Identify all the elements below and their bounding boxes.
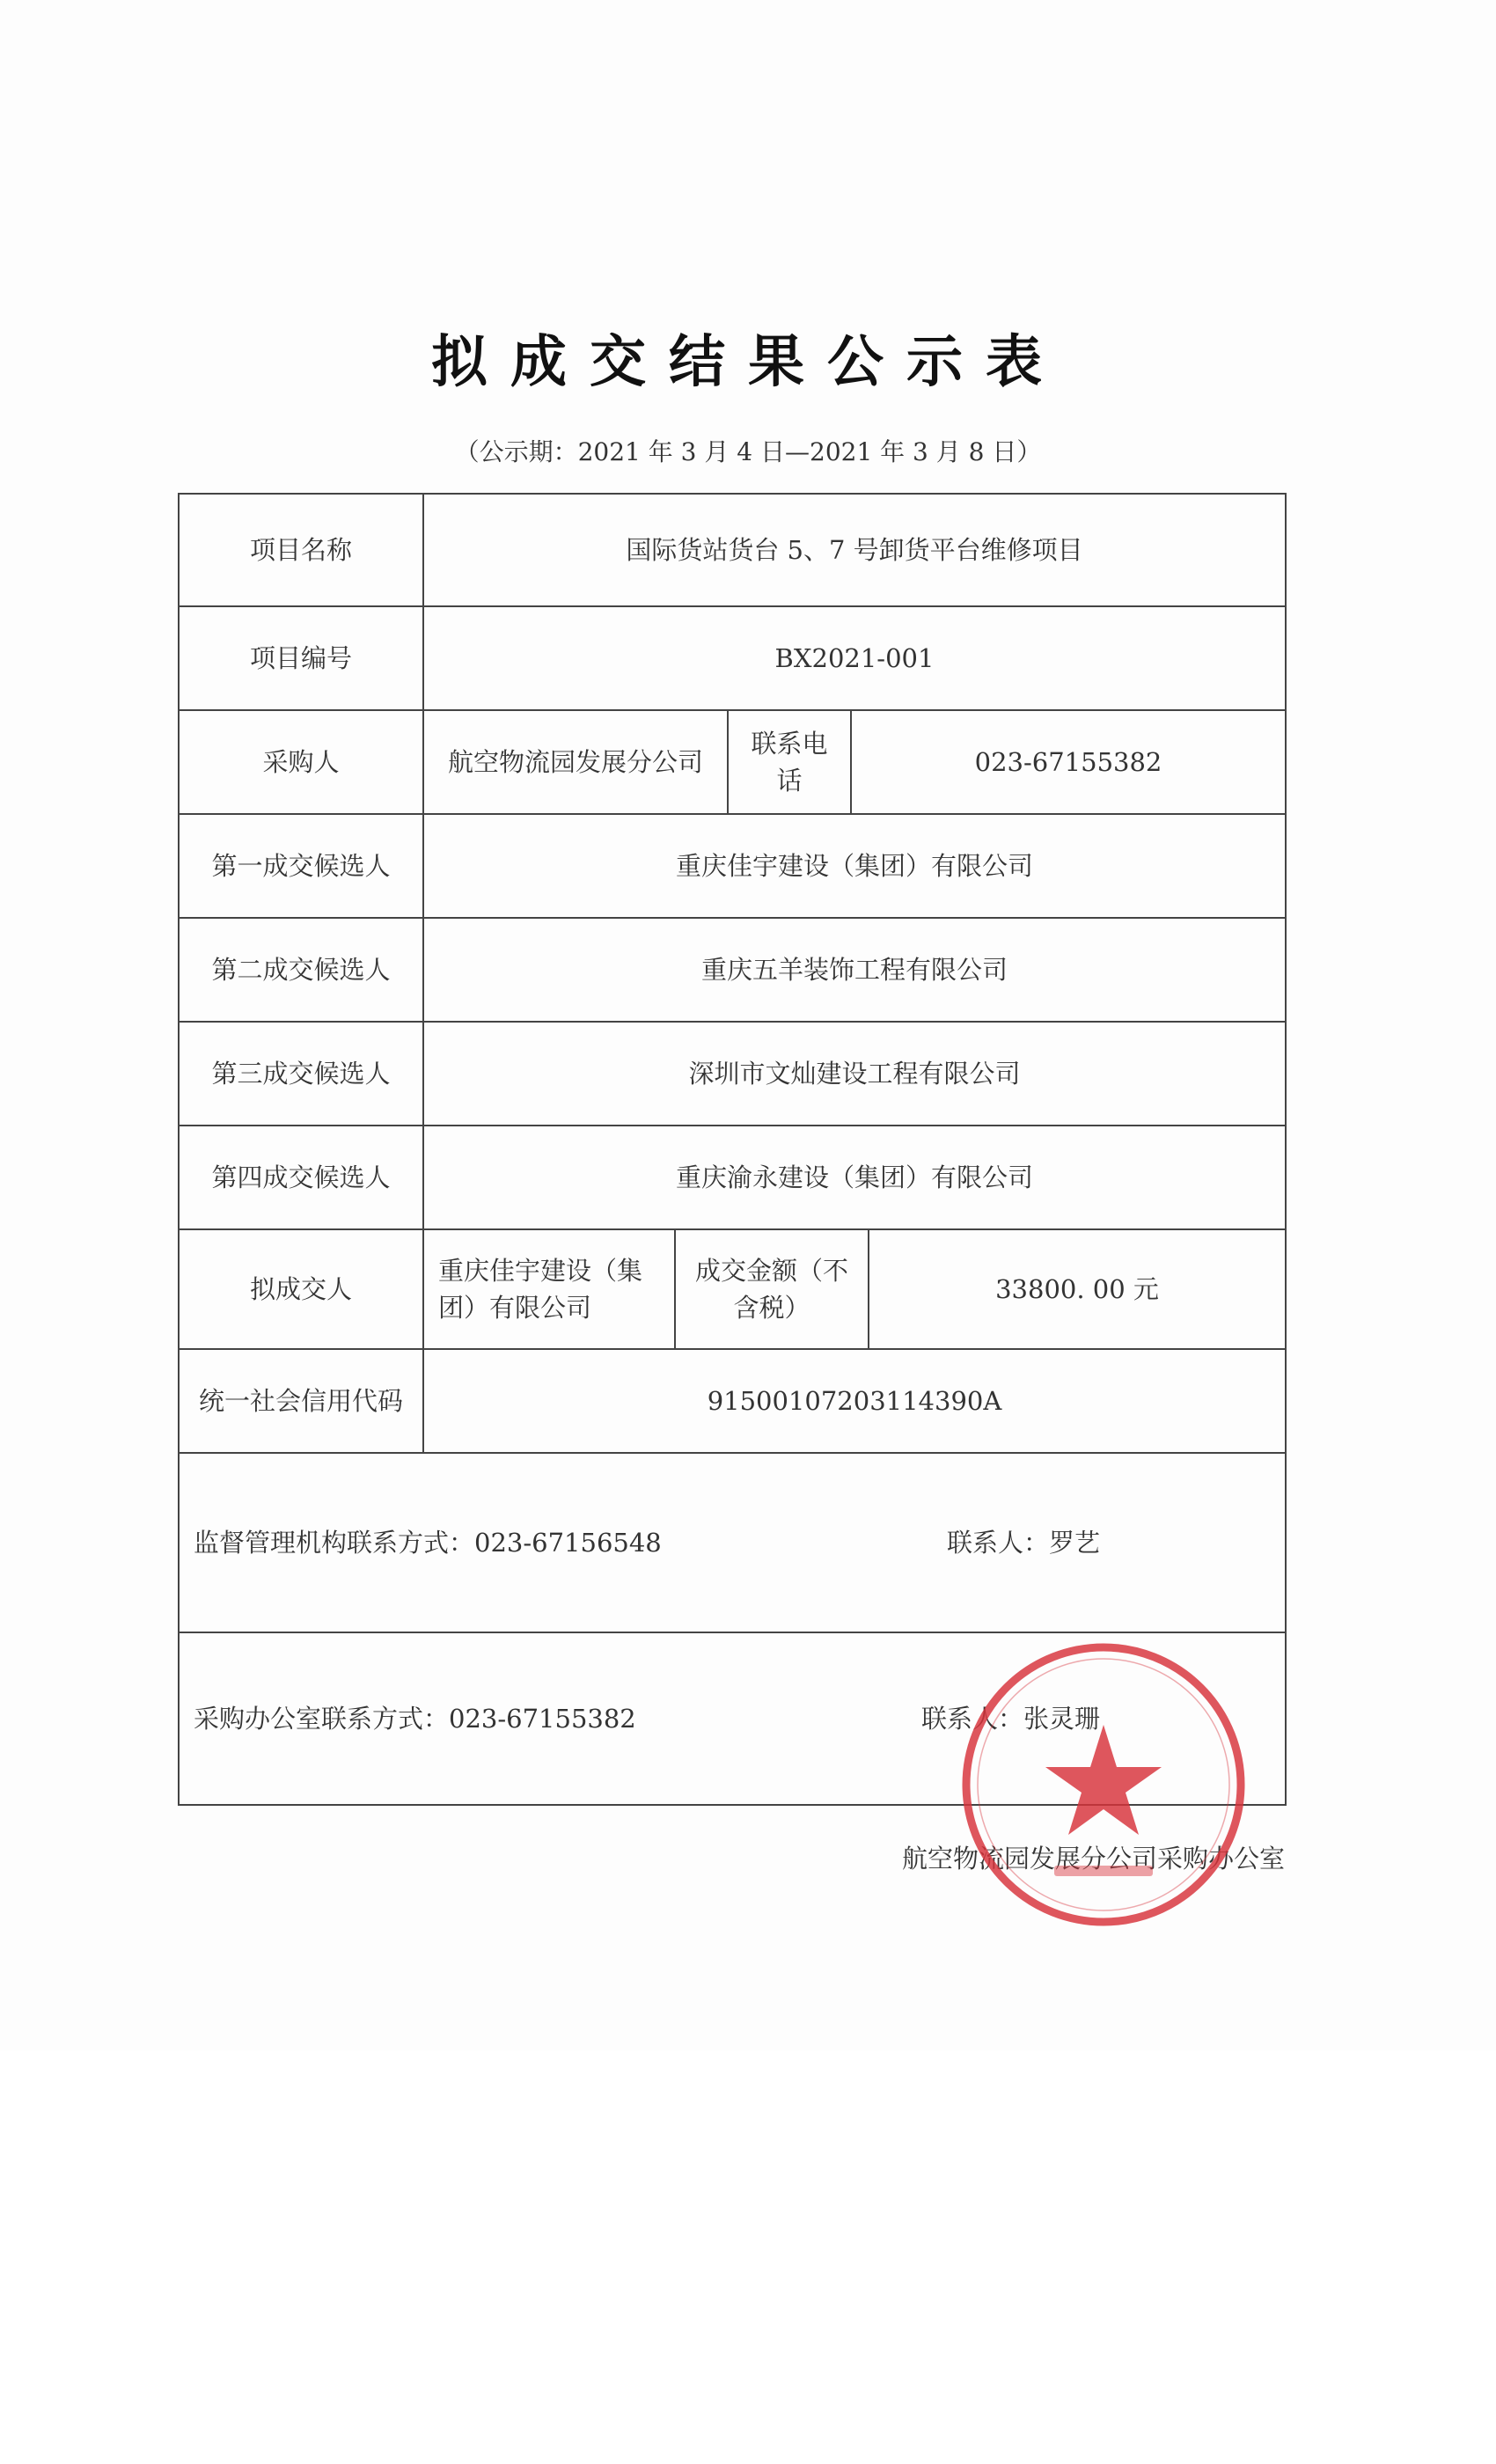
project-number-label: 项目编号 — [179, 606, 423, 710]
candidate-2-label: 第二成交候选人 — [179, 918, 423, 1022]
table-row — [179, 918, 1286, 1022]
candidate-3-label: 第三成交候选人 — [179, 1022, 423, 1126]
row-credit-code — [179, 1349, 1286, 1453]
table-row — [179, 1126, 1286, 1229]
credit-code-label: 统一社会信用代码 — [179, 1349, 423, 1453]
document-title: 拟成交结果公示表 — [431, 329, 1065, 395]
winner-value: 重庆佳宇建设（集团）有限公司 — [423, 1229, 675, 1349]
table-row — [179, 1022, 1286, 1126]
amount-value: 33800. 00 元 — [869, 1229, 1286, 1349]
supervision-cell — [179, 1453, 1286, 1632]
row-purchaser — [179, 710, 1286, 814]
table-row — [179, 814, 1286, 918]
result-table — [178, 493, 1287, 1806]
row-project-name — [179, 494, 1286, 606]
supervision-person: 联系人：罗艺 — [947, 1527, 1101, 1558]
candidate-1-value: 重庆佳宇建设（集团）有限公司 — [423, 814, 1286, 918]
candidate-4-value: 重庆渝永建设（集团）有限公司 — [423, 1126, 1286, 1229]
candidate-3-value: 深圳市文灿建设工程有限公司 — [423, 1022, 1286, 1126]
phone-value: 023-67155382 — [851, 710, 1286, 814]
purchaser-value: 航空物流园发展分公司 — [423, 710, 728, 814]
project-name-label: 项目名称 — [179, 494, 423, 606]
blank-margin — [0, 2050, 1496, 2464]
row-project-number — [179, 606, 1286, 710]
amount-label: 成交金额（不含税） — [675, 1229, 869, 1349]
project-number-value: BX2021-001 — [423, 606, 1286, 710]
candidate-1-label: 第一成交候选人 — [179, 814, 423, 918]
phone-label: 联系电话 — [728, 710, 851, 814]
procurement-office-contact: 采购办公室联系方式：023-67155382 — [194, 1703, 636, 1734]
purchaser-label: 采购人 — [179, 710, 423, 814]
company-seal-icon — [957, 1639, 1250, 1931]
publicity-period: （公示期：2021 年 3 月 4 日—2021 年 3 月 8 日） — [454, 437, 1042, 466]
candidate-2-value: 重庆五羊装饰工程有限公司 — [423, 918, 1286, 1022]
row-supervision — [179, 1453, 1286, 1632]
row-winner — [179, 1229, 1286, 1349]
credit-code-value: 91500107203114390A — [423, 1349, 1286, 1453]
project-name-value: 国际货站货台 5、7 号卸货平台维修项目 — [423, 494, 1286, 606]
footer-organization: 航空物流园发展分公司采购办公室 — [901, 1844, 1285, 1874]
supervision-contact: 监督管理机构联系方式：023-67156548 — [194, 1527, 662, 1558]
winner-label: 拟成交人 — [179, 1229, 423, 1349]
candidate-4-label: 第四成交候选人 — [179, 1126, 423, 1229]
procurement-office-person: 联系人：张灵珊 — [921, 1703, 1101, 1734]
